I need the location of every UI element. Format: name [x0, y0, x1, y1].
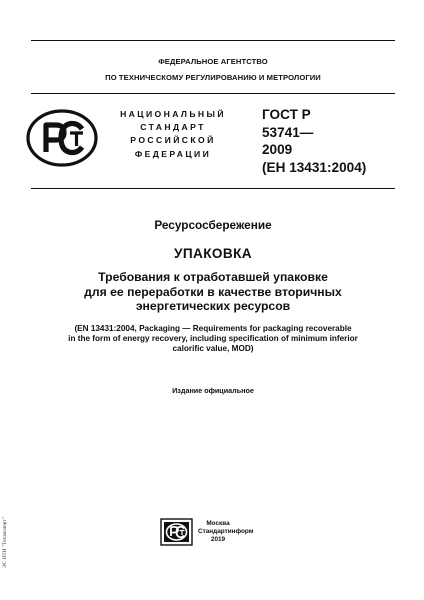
header-bottom-rule	[31, 188, 395, 189]
standartinform-logo-icon	[160, 518, 193, 546]
gost-r-emblem-icon	[25, 108, 99, 168]
document-title: УПАКОВКА	[173, 246, 253, 261]
national-standard-line-2: СТАНДАРТ	[140, 122, 206, 133]
designation-line-3: 2009	[262, 142, 293, 157]
publisher-info	[198, 520, 254, 543]
series-name: Ресурсосбережение	[154, 218, 272, 232]
national-standard-line-4: ФЕДЕРАЦИИ	[134, 148, 212, 159]
subtitle-line-3: энергетических ресурсов	[135, 299, 291, 314]
designation-line-1: ГОСТ Р	[262, 107, 311, 122]
agency-line-1: ФЕДЕРАЛЬНОЕ АГЕНТСТВО	[158, 57, 268, 66]
top-rule	[31, 40, 395, 41]
publisher-name: Стандартинформ	[198, 527, 254, 535]
national-standard-label	[112, 108, 234, 161]
english-title-line-2: in the form of energy recovery, including specification of minimum inferior	[68, 334, 358, 344]
publisher-city: Москва	[206, 520, 230, 527]
national-standard-line-3: РОССИЙСКОЙ	[130, 135, 216, 146]
agency-line-2: ПО ТЕХНИЧЕСКОМУ РЕГУЛИРОВАНИЮ И МЕТРОЛОГИИ	[105, 73, 321, 82]
edition-label: Издание официальное	[172, 386, 254, 395]
designation-line-4: (ЕН 13431:2004)	[262, 159, 367, 175]
publication-year: 2019	[210, 535, 226, 543]
side-watermark-note: ЭС НТИ "Техэксперт"	[2, 517, 8, 568]
english-title-line-1: (EN 13431:2004, Packaging — Requirements for packaging recoverable	[74, 324, 352, 333]
subtitle-line-2: для ее переработки в качестве вторичных	[84, 284, 342, 299]
english-title-line-3: calorific value, MOD)	[172, 344, 254, 354]
standard-designation	[262, 106, 366, 176]
document-subtitle	[30, 270, 396, 314]
subtitle-line-1: Требования к отработавшей упаковке	[98, 270, 328, 284]
header-divider	[31, 93, 395, 94]
designation-line-2: 53741—	[262, 124, 314, 140]
english-title	[30, 324, 396, 355]
national-standard-line-1: НАЦИОНАЛЬНЫЙ	[120, 109, 226, 119]
